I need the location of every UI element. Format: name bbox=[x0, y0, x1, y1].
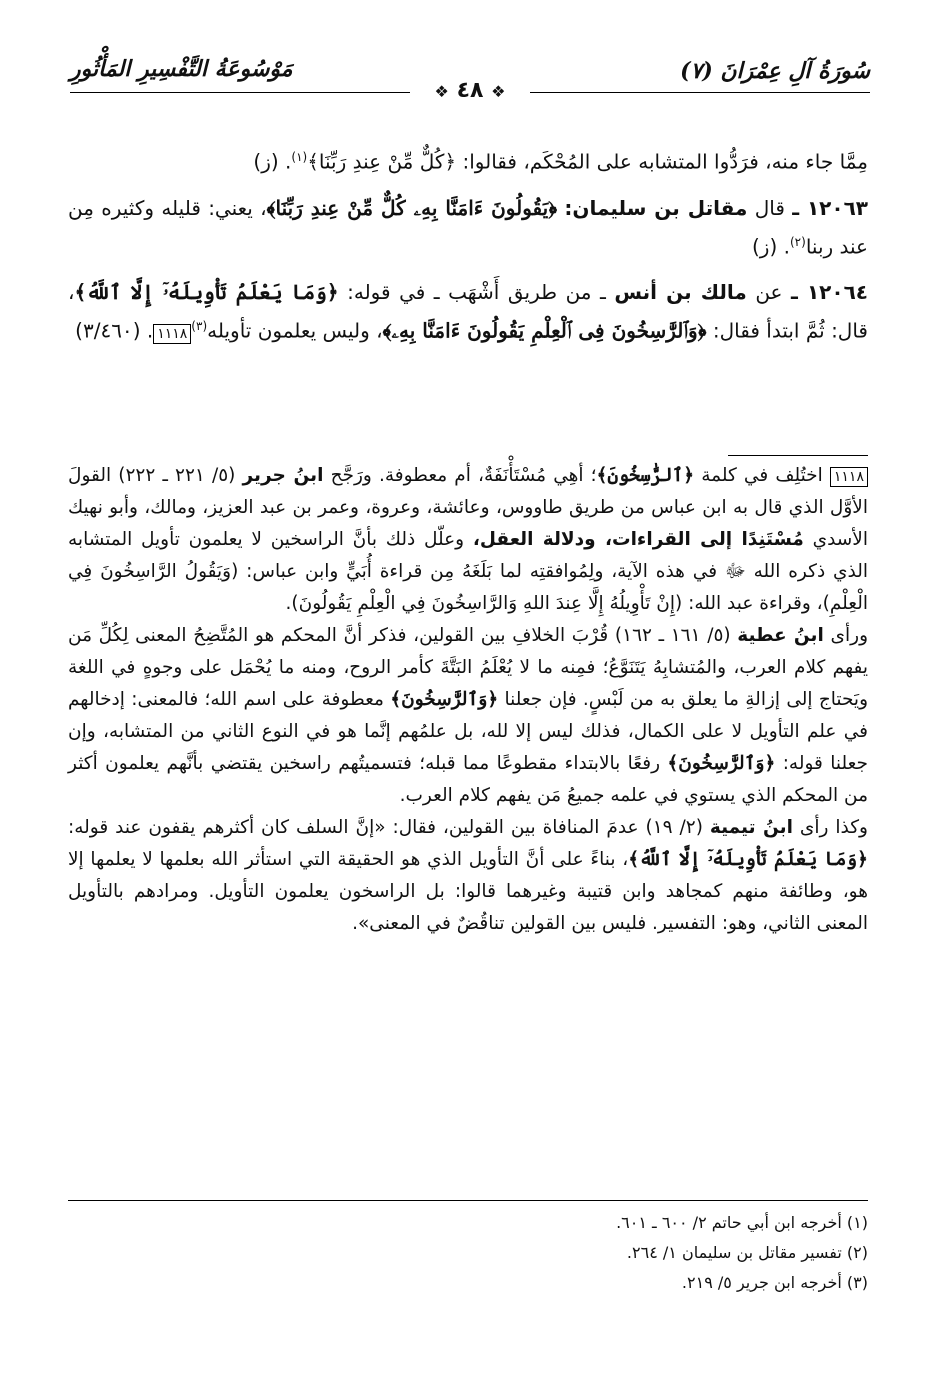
main-text bbox=[68, 140, 868, 360]
text: معطوفة على اسم الله؛ فالمعنى: إدخالهم في علم التأويل لا على الكمال، فذلك ليس إلا لله، بل علمُهم إنَّما هو في النوع الثاني من المتشابه، وإن جعلنا قوله: bbox=[68, 689, 868, 774]
ornament-icon: ❖ bbox=[434, 82, 449, 101]
narration-number: ١٢٠٦٤ ـ bbox=[791, 280, 868, 305]
quran-quote: ﴿وَمَا يَعْلَمُ تَأْوِيلَهُۥٓ إِلَّا ٱللَّهُ﴾ bbox=[74, 280, 339, 305]
footnotes-separator bbox=[68, 1200, 868, 1201]
page-number: ٤٨ bbox=[456, 78, 484, 103]
narration-12063 bbox=[68, 191, 868, 264]
text: ؛ أهِي مُسْتَأْنَفَةٌ، أم معطوفة. ورَجَّح bbox=[330, 465, 597, 486]
text: ، قال: ثُمَّ ابتدأ فقال: bbox=[68, 280, 868, 343]
scholar-name: ابنُ تيمية bbox=[709, 817, 793, 838]
source-code: . (٣/٤٦٠) bbox=[75, 318, 154, 343]
note-ibn-taymiyyah bbox=[68, 812, 868, 940]
quran-quote: ﴿وَٱلرَّٰسِخُونَ﴾ bbox=[390, 689, 499, 710]
note-1118 bbox=[68, 460, 868, 620]
notes-separator bbox=[728, 455, 868, 456]
scholar-name: ابنُ عطية bbox=[737, 625, 824, 646]
footnotes bbox=[68, 1208, 868, 1298]
text: (٢/ ١٩) عدمَ المنافاة بين القولين، فقال: «إنَّ السلف كان أكثرهم يقفون عند قوله: bbox=[68, 817, 703, 838]
quran-quote: ﴿وَمَا يَعْلَمُ تَأْوِيلَهُۥٓ إِلَّا ٱللَّهُ﴾ bbox=[628, 849, 868, 870]
text: وكذا رأى bbox=[799, 817, 868, 838]
source-code: . (ز) bbox=[752, 234, 790, 259]
narrator-name: مقاتل بن سليمان: bbox=[564, 195, 748, 220]
text: ـ من طريق أَشْهَب ـ في قوله: bbox=[347, 280, 606, 305]
ornament-icon: ❖ bbox=[491, 82, 506, 101]
text: (٥/ ١٦١ ـ ١٦٢) قُرْبَ الخلافِ بين القولين، فذكر أنَّ المحكم هو المُتَّضِحُ المعنى لِكُلِّ مَن يفهم كلام العرب، والمُتشابِهُ يَتَنَوَّعُ؛ فمِنه ما لا يُعْلَمُ البَتَّةَ كأمر الروح، ومنه ما يُحْمَل على وجوهٍ في اللغة ويَحتاج إلى إزالةِ ما يعلق به من لَبْسٍ. فإن جعلنا bbox=[68, 625, 869, 710]
narration-12064 bbox=[68, 275, 868, 348]
commentary-number-box: ١١١٨ bbox=[830, 467, 868, 487]
footnote-2: (٢) تفسير مقاتل بن سليمان ١/ ٢٦٤. bbox=[626, 1243, 868, 1262]
footnote-ref: (٢) bbox=[789, 234, 806, 249]
page-header bbox=[70, 52, 870, 103]
text: ، بناءً على أنَّ التأويل الذي هو الحقيقة التي استأثر الله بعلمها لا يعلمها إلا هو، وطائفة منهم كمجاهد وابن قتيبة وغيرهما قالوا: بل الراسخون يعلمون التأويل. ومرادهم بالتأويل المعنى الثاني، وهو: التفسير. فليس بين القولين تناقُضٌ في المعنى». bbox=[68, 849, 868, 934]
narrator-name: مالك بن أنس bbox=[614, 280, 747, 305]
note-ibn-atiyyah bbox=[68, 620, 868, 812]
quran-quote: ﴿وَٱلرَّٰسِخُونَ فِى ٱلْعِلْمِ يَقُولُونَ ءَامَنَّا بِهِۦ﴾ bbox=[382, 318, 707, 343]
footnote-ref: (٣) bbox=[191, 319, 208, 334]
paragraph-1 bbox=[68, 140, 868, 179]
text: وعلّل ذلك بأنَّ الراسخين لا يعلمون تأويل المتشابه الذي ذكره الله ﷻ في هذه الآية، ولِمُوافقتِه لما بَلَغَهُ مِن قراءة أُبَيٍّ وابن عباس: (وَيَقُولُ الرَّاسِخُونَ فِي الْعِلْمِ)، وقراءة عبد الله: (إِنْ تَأْوِيلُهُ إِلَّا عِندَ اللهِ وَالرَّاسِخُونَ فِي الْعِلْمِ يَقُولُونَ). bbox=[68, 529, 868, 614]
commentary-notes bbox=[68, 460, 868, 940]
quran-quote: ﴿ٱلرَّٰسِخُونَ﴾ bbox=[596, 465, 695, 486]
text: رفعًا بالابتداء مقطوعًا مما قبله؛ فتسميتُهم راسخين يقتضي بأنَّهم يعلمون أكثر من المحكم الذي يستوي في علمه جميعُ مَن يفهم كلام العرب. bbox=[68, 753, 868, 806]
text: عن bbox=[755, 280, 783, 305]
text: ورأى bbox=[830, 625, 869, 646]
book-title: مَوْسُوعَةُ التَّفْسِيرِ المَأْثُورِ bbox=[70, 56, 293, 82]
quran-quote: ﴿يَقُولُونَ ءَامَنَّا بِهِۦ كُلٌّ مِّنْ عِندِ رَبِّنَا﴾ bbox=[266, 195, 558, 220]
commentary-ref-box: ١١١٨ bbox=[153, 324, 191, 344]
page-number-block bbox=[70, 78, 870, 103]
scholar-name: ابنُ جرير bbox=[242, 465, 324, 486]
text: اختُلِف في كلمة bbox=[701, 465, 823, 486]
narration-number: ١٢٠٦٣ ـ bbox=[792, 195, 868, 220]
text: قال bbox=[754, 195, 785, 220]
source-code: . (ز) bbox=[253, 149, 292, 174]
quran-quote: ﴿وَٱلرَّٰسِخُونَ﴾ bbox=[667, 753, 776, 774]
text: ، وليس يعلمون تأويله bbox=[207, 318, 383, 343]
text: مِمَّا جاء منه، فرَدُّوا المتشابه على المُحْكَم، فقالوا: ﴿كُلٌّ مِّنْ عِندِ رَبِّنَا﴾ bbox=[307, 149, 868, 174]
surah-title: سُورَةُ آلِ عِمْرَانَ (٧) bbox=[680, 58, 870, 84]
text: (٥/ ٢٢١ ـ ٢٢٢) القولَ الأوَّل الذي قال به ابن عباس من طريق طاووس، وعائشة، وعروة، وعمر بن عبد العزيز، ومالك، وأبو نهيك الأسدي bbox=[68, 465, 868, 550]
footnote-ref: (١) bbox=[291, 150, 308, 164]
emphasis: مُسْتَنِدًا إلى القراءات، ودلالة العقل، bbox=[472, 529, 804, 550]
text: ، يعني: قليله وكثيره مِن عند ربنا bbox=[68, 195, 868, 259]
footnote-3: (٣) أخرجه ابن جرير ٥/ ٢١٩. bbox=[681, 1273, 868, 1292]
footnote-1: (١) أخرجه ابن أبي حاتم ٢/ ٦٠٠ ـ ٦٠١. bbox=[616, 1213, 868, 1232]
